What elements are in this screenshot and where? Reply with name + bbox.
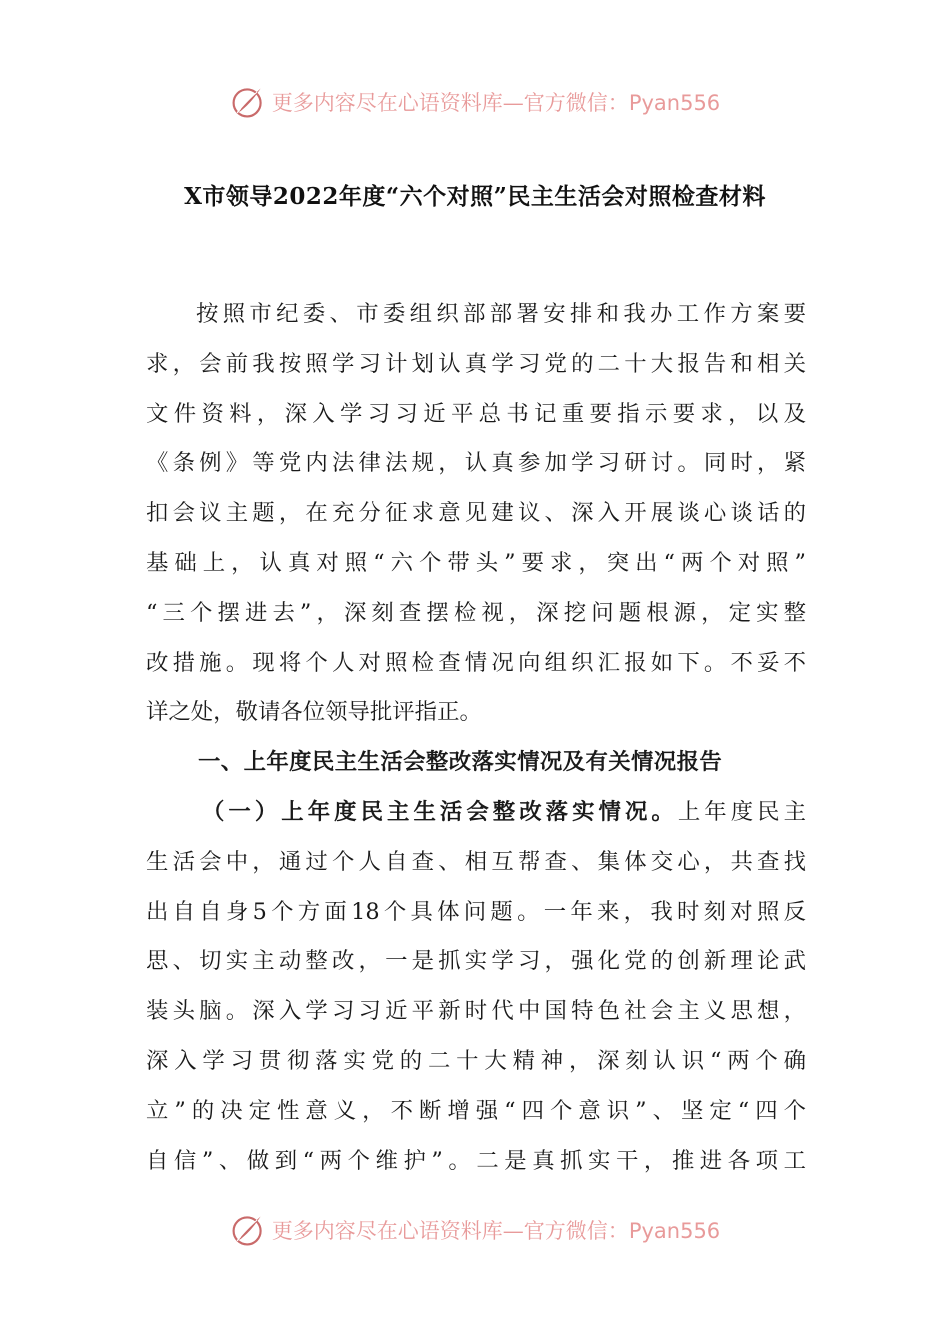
paragraph-line: 《条例》等党内法律法规，认真参加学习研讨。同时，紧 xyxy=(146,450,806,477)
quill-pen-logo-icon xyxy=(230,84,266,120)
document-body xyxy=(146,290,806,1186)
paragraph-line: “三个摆进去”，深刻查摆检视，深挖问题根源，定实整 xyxy=(146,599,806,626)
paragraph-line: 深入学习贯彻落实党的二十大精神，深刻认识“两个确 xyxy=(146,1047,806,1074)
watermark-text: 更多内容尽在心语资料库—官方微信：Pyan556 xyxy=(271,91,721,115)
paragraph-line: 基础上，认真对照“六个带头”要求，突出“两个对照” xyxy=(146,549,806,576)
paragraph-line: 求，会前我按照学习计划认真学习党的二十大报告和相关 xyxy=(146,350,806,377)
paragraph-line: 出自自身5个方面18个具体问题。一年来，我时刻对照反 xyxy=(146,898,806,925)
watermark-wechat-id: Pyan556 xyxy=(628,1219,721,1243)
watermark-text: 更多内容尽在心语资料库—官方微信：Pyan556 xyxy=(271,1219,721,1243)
document-title: X市领导2022年度“六个对照”民主生活会对照检查材料 xyxy=(184,183,766,210)
paragraph-line: 思、切实主动整改，一是抓实学习，强化党的创新理论武 xyxy=(146,948,806,975)
paragraph-line: 装头脑。深入学习习近平新时代中国特色社会主义思想， xyxy=(146,998,806,1025)
paragraph-line: 按照市纪委、市委组织部部署安排和我办工作方案要 xyxy=(196,301,806,327)
watermark-wechat-id: Pyan556 xyxy=(628,91,721,115)
subsection-heading: （一）上年度民主生活会整改落实情况。 xyxy=(202,798,678,825)
watermark-footer xyxy=(0,1210,950,1250)
paragraph-line: 生活会中，通过个人自查、相互帮查、集体交心，共查找 xyxy=(146,848,806,875)
paragraph-line: 详之处，敬请各位领导批评指正。 xyxy=(146,699,482,726)
subsection-line xyxy=(146,788,806,838)
watermark-header xyxy=(0,82,950,122)
paragraph-line: 扣会议主题，在充分征求意见建议、深入开展谈心谈话的 xyxy=(146,500,806,527)
paragraph-line: 立”的决定性意义，不断增强“四个意识”、坚定“四个 xyxy=(146,1097,806,1124)
paragraph-line: 改措施。现将个人对照检查情况向组织汇报如下。不妥不 xyxy=(146,649,806,676)
quill-pen-logo-icon xyxy=(230,1212,266,1248)
paragraph-line: 自信”、做到“两个维护”。二是真抓实干，推进各项工 xyxy=(146,1147,806,1174)
section-heading: 一、上年度民主生活会整改落实情况及有关情况报告 xyxy=(198,749,723,776)
paragraph-line: 文件资料，深入学习习近平总书记重要指示要求，以及 xyxy=(146,400,806,427)
subsection-lead-text: 上年度民主 xyxy=(677,798,806,825)
